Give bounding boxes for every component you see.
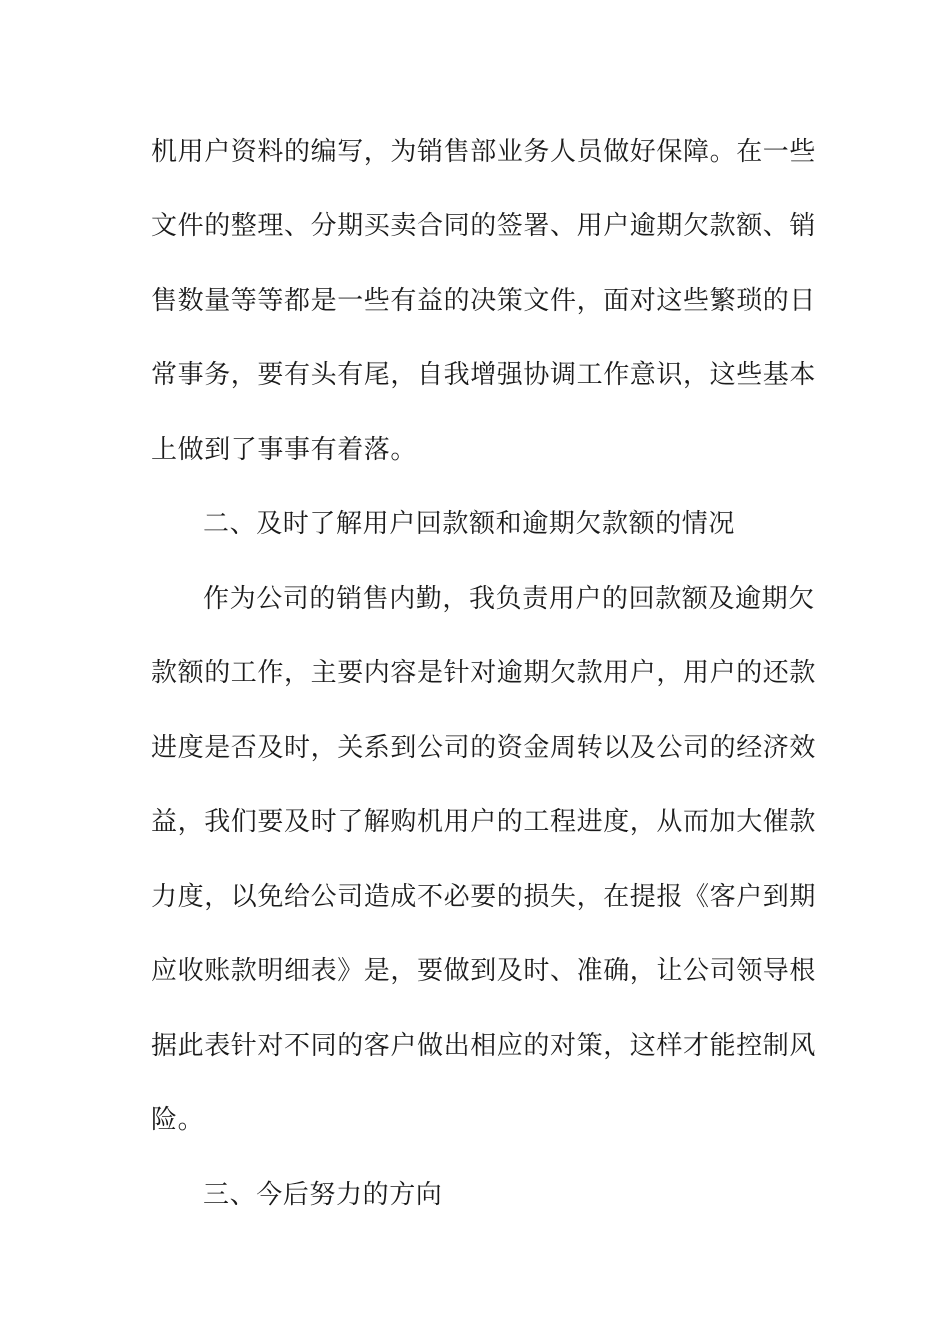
body-text-line: 险。 — [151, 1105, 205, 1135]
body-text-line: 应收账款明细表》是，要做到及时、准确，让公司领导根 — [151, 956, 817, 986]
body-text-line: 益，我们要及时了解购机用户的工程进度，从而加大催款 — [151, 807, 817, 837]
body-text-line: 据此表针对不同的客户做出相应的对策，这样才能控制风 — [151, 1031, 817, 1061]
section-heading: 二、及时了解用户回款额和逾期欠款额的情况 — [203, 509, 736, 539]
body-text-line: 常事务，要有头有尾，自我增强协调工作意识，这些基本 — [151, 360, 817, 390]
section-heading: 三、今后努力的方向 — [203, 1180, 443, 1210]
body-text-line: 力度，以免给公司造成不必要的损失，在提报《客户到期 — [151, 882, 817, 912]
body-text-line: 作为公司的销售内勤，我负责用户的回款额及逾期欠 — [203, 584, 815, 614]
body-text-line: 文件的整理、分期买卖合同的签署、用户逾期欠款额、销 — [151, 211, 817, 241]
body-text-line: 上做到了事事有着落。 — [151, 435, 418, 465]
body-text-line: 款额的工作，主要内容是针对逾期欠款用户，用户的还款 — [151, 658, 817, 688]
body-text-line: 售数量等等都是一些有益的决策文件，面对这些繁琐的日 — [151, 286, 817, 316]
body-text-line: 机用户资料的编写，为销售部业务人员做好保障。在一些 — [151, 137, 817, 167]
body-text-line: 进度是否及时，关系到公司的资金周转以及公司的经济效 — [151, 733, 817, 763]
